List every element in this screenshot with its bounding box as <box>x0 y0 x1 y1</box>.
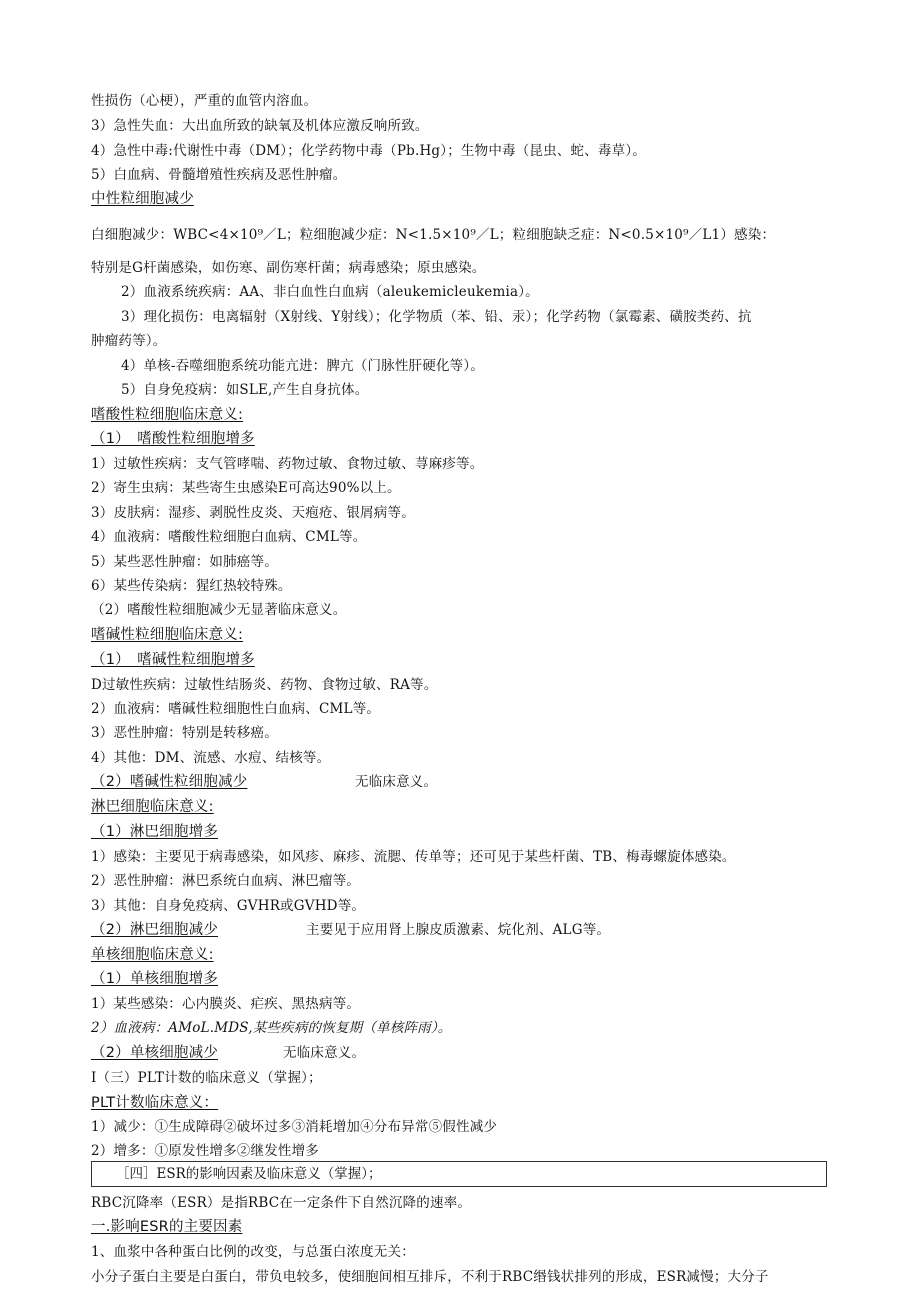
text-line: I（三）PLT计数的临床意义（掌握）； <box>91 1070 322 1086</box>
section-heading: 嗜酸性粒细胞临床意义: <box>91 407 244 423</box>
text-line: 无临床意义。 <box>283 1045 366 1061</box>
text-line: 特别是G杆菌感染，如伤寒、副伤寒杆菌；病毒感染；原虫感染。 <box>91 260 486 276</box>
text-line: 白细胞减少：WBC<4×10⁹／L；粒细胞减少症：N<1.5×10⁹／L；粒细胞缺乏症：N<0.5×10⁹／L1）感染： <box>91 227 776 243</box>
text-line: 3）皮肤病：湿疹、剥脱性皮炎、天疱疮、银屑病等。 <box>91 505 415 521</box>
text-line: 3）急性失血：大出血所致的缺氧及机体应激反响所致。 <box>91 118 429 134</box>
sub-heading: （2）嗜碱性粒细胞减少 <box>91 774 248 790</box>
text-line: 1）某些感染：心内膜炎、疟疾、黑热病等。 <box>91 996 361 1012</box>
text-line: 4）急性中毒:代谢性中毒（DM）；化学药物中毒（Pb.Hg）；生物中毒（昆虫、蛇、毒草）。 <box>91 143 646 159</box>
text-line: 5）某些恶性肿瘤：如肺癌等。 <box>91 554 278 570</box>
text-line: 主要见于应用肾上腺皮质激素、烷化剂、ALG等。 <box>306 922 611 938</box>
sub-heading: （1）单核细胞增多 <box>91 971 219 987</box>
text-line: 1、血浆中各种蛋白比例的改变，与总蛋白浓度无关： <box>91 1244 415 1260</box>
text-line: 2）恶性肿瘤：淋巴系统白血病、淋巴瘤等。 <box>91 873 361 889</box>
text-line: 2）血液病：嗜碱性粒细胞性白血病、CML等。 <box>91 701 381 717</box>
sub-heading: （2）淋巴细胞减少 <box>91 922 219 938</box>
text-line: 1）减少：①生成障碍②破坏过多③消耗增加④分布异常⑤假性减少 <box>91 1119 498 1135</box>
section-heading: 单核细胞临床意义: <box>91 947 214 963</box>
boxed-heading-text: ［四］ESR的影响因素及临床意义（掌握）； <box>116 1166 382 1182</box>
section-heading: 中性粒细胞减少 <box>91 191 194 207</box>
text-line: 4）单核-吞噬细胞系统功能亢进：脾亢（门脉性肝硬化等）。 <box>121 358 484 374</box>
text-line: （2）嗜酸性粒细胞减少无显著临床意义。 <box>91 602 347 618</box>
text-line: 2）寄生虫病：某些寄生虫感染E可高达90%以上。 <box>91 480 401 496</box>
text-line: 3）其他：自身免疫病、GVHR或GVHD等。 <box>91 898 366 914</box>
sub-heading: （2）单核细胞减少 <box>91 1045 219 1061</box>
section-heading: 一.影响ESR的主要因素 <box>91 1219 243 1235</box>
section-heading: 嗜碱性粒细胞临床意义: <box>91 627 244 643</box>
sub-heading: （1） 嗜酸性粒细胞增多 <box>91 431 255 447</box>
text-line: 5）自身免疫病：如SLE,产生自身抗体。 <box>121 382 369 398</box>
text-line: 2）血液病：AMoL.MDS,某些疾病的恢复期（单核阵雨）。 <box>91 1020 452 1036</box>
sub-heading: （1）淋巴细胞增多 <box>91 824 219 840</box>
text-line: 3）理化损伤：电离辐射（X射线、Y射线）；化学物质（苯、铅、汞）；化学药物（氯霉素、磺胺类药、抗 <box>121 309 752 325</box>
text-line: 小分子蛋白主要是白蛋白，带负电较多，使细胞间相互排斥，不利于RBC缗钱状排列的形成，ESR减慢；大分子 <box>91 1269 769 1285</box>
text-line: 4）血液病：嗜酸性粒细胞白血病、CML等。 <box>91 529 367 545</box>
text-line: 2）增多：①原发性增多②继发性增多 <box>91 1143 319 1159</box>
text-line: 2）血液系统疾病：AA、非白血性白血病（aleukemicleukemia）。 <box>121 284 539 300</box>
text-line: 1）感染：主要见于病毒感染，如风疹、麻疹、流腮、传单等；还可见于某些杆菌、TB、梅毒螺旋体感染。 <box>91 849 736 865</box>
text-line: D过敏性疾病：过敏性结肠炎、药物、食物过敏、RA等。 <box>91 677 438 693</box>
text-line: 3）恶性肿瘤：特别是转移癌。 <box>91 725 278 741</box>
boxed-heading <box>91 1161 827 1187</box>
text-line: 5）白血病、骨髓增殖性疾病及恶性肿瘤。 <box>91 167 347 183</box>
section-heading: 淋巴细胞临床意义: <box>91 799 214 815</box>
text-line: 4）其他：DM、流感、水痘、结核等。 <box>91 750 331 766</box>
text-line: 6）某些传染病：猩红热较特殊。 <box>91 578 292 594</box>
text-line: 无临床意义。 <box>355 774 438 790</box>
text-line: 1）过敏性疾病：支气管哮喘、药物过敏、食物过敏、荨麻疹等。 <box>91 456 484 472</box>
text-line: RBC沉降率（ESR）是指RBC在一定条件下自然沉降的速率。 <box>91 1195 472 1211</box>
sub-heading: （1） 嗜碱性粒细胞增多 <box>91 652 255 668</box>
text-line: 性损伤（心梗），严重的血管内溶血。 <box>91 93 318 109</box>
text-line: 肿瘤药等）。 <box>91 333 167 349</box>
section-heading: PLT计数临床意义： <box>91 1095 219 1111</box>
